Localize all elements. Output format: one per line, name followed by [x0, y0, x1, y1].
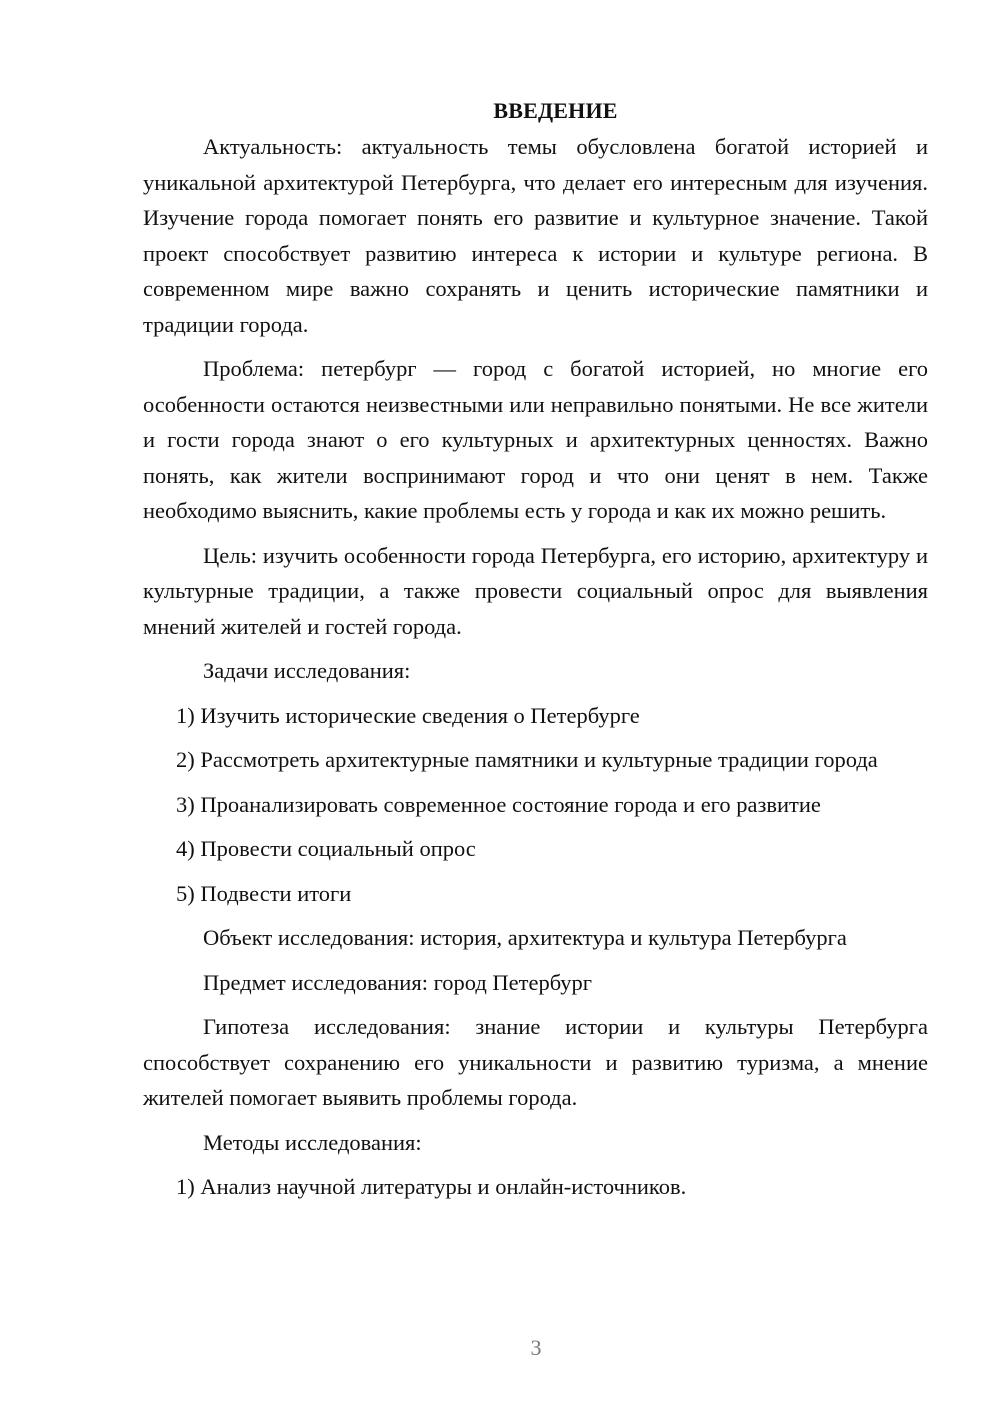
- method-item-1: 1) Анализ научной литературы и онлайн-источников.: [176, 1174, 687, 1199]
- page-content: [143, 93, 928, 1205]
- paragraph-actuality: Актуальность: актуальность темы обусловлена богатой историей и уникальной архитектурой Петербурга, что делает его интересным для изучения. Изучение города помогает понять его развитие и культурное значение. Такой проект способствует развитию интереса к истории и культуре региона. В современном мире важно сохранять и ценить исторические памятники и традиции города.: [143, 134, 928, 337]
- task-item-2: 2) Рассмотреть архитектурные памятники и культурные традиции города: [176, 747, 878, 772]
- task-item-4: 4) Провести социальный опрос: [176, 836, 476, 861]
- task-item-1: 1) Изучить исторические сведения о Петербурге: [176, 702, 640, 728]
- tasks-heading: Задачи исследования:: [203, 658, 411, 683]
- paragraph-problem: Проблема: петербург — город с богатой историей, но многие его особенности остаются неизвестными или неправильно понятыми. Не все жители и гости города знают о его культурных и архитектурных ценностях. Важно понять, как жители воспринимают город и что они ценят в нем. Также необходимо выяснить, какие проблемы есть у города и как их можно решить.: [143, 356, 928, 523]
- task-item-5: 5) Подвести итоги: [176, 880, 352, 906]
- research-object: Объект исследования: история, архитектура и культура Петербурга: [203, 925, 847, 950]
- paragraph-hypothesis: Гипотеза исследования: знание истории и культуры Петербурга способствует сохранению его уникальности и развитию туризма, а мнение жителей помогает выявить проблемы города.: [143, 1014, 928, 1110]
- section-title: ВВЕДЕНИЕ: [493, 98, 618, 123]
- task-item-3: 3) Проанализировать современное состояние города и его развитие: [176, 791, 821, 817]
- paragraph-goal: Цель: изучить особенности города Петербурга, его историю, архитектуру и культурные традиции, а также провести социальный опрос для выявления мнений жителей и гостей города.: [143, 542, 928, 639]
- page-number: 3: [530, 1335, 542, 1360]
- research-subject: Предмет исследования: город Петербург: [203, 969, 593, 995]
- methods-heading: Методы исследования:: [203, 1129, 422, 1155]
